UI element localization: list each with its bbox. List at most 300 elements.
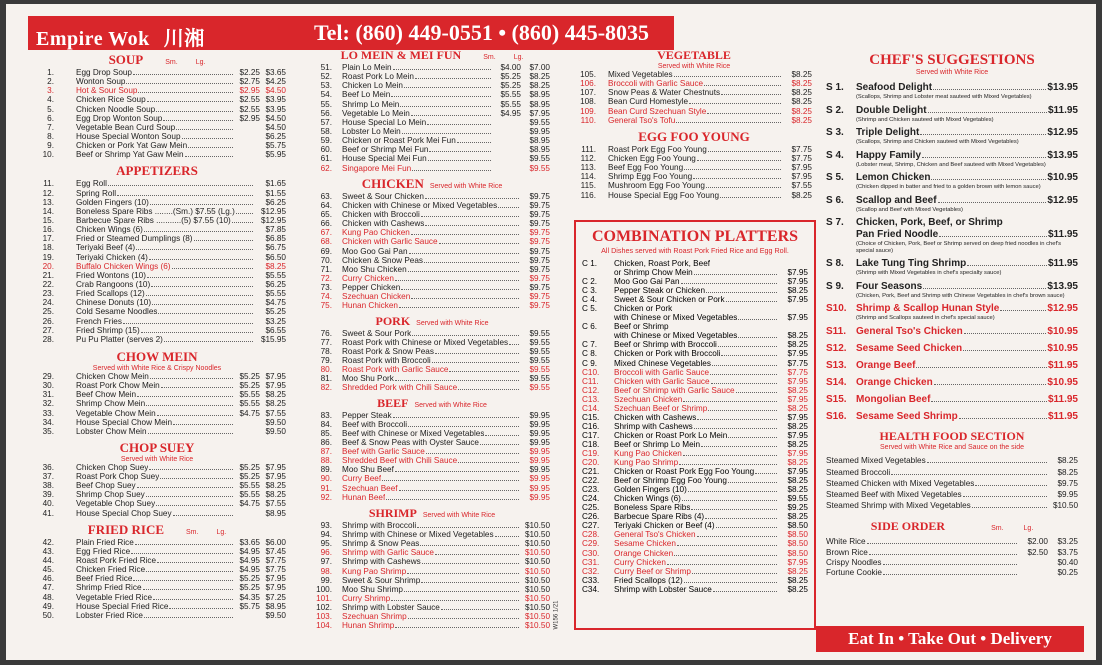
item-price: $9.75 xyxy=(529,283,550,293)
item-price-large: $3.95 xyxy=(265,104,286,114)
fried_rice-item xyxy=(28,556,286,565)
item-number: 46. xyxy=(42,574,54,584)
dot-leader xyxy=(964,333,1047,334)
item-name: Curry Chicken xyxy=(342,273,394,283)
item-price-small: $5.25 xyxy=(239,381,260,391)
item-price: $11.95 xyxy=(1047,359,1078,371)
item-name: Curry Beef or Shrimp xyxy=(614,566,691,576)
egg_foo_young-item xyxy=(576,172,812,181)
item-price-small: $2.00 xyxy=(1027,537,1048,547)
item-name: Crispy Noodles xyxy=(826,557,882,567)
dot-leader xyxy=(123,323,253,324)
item-price: $8.25 xyxy=(791,88,812,98)
item-price: $11.95 xyxy=(1047,394,1078,406)
vegetable-item xyxy=(576,70,812,79)
appetizers-item xyxy=(28,198,286,207)
dot-leader xyxy=(391,600,519,601)
item-number: 42. xyxy=(42,537,54,547)
item-price-small: $2.25 xyxy=(239,68,260,77)
chef-title: CHEF'S SUGGESTIONS xyxy=(869,52,1035,68)
dot-leader xyxy=(683,455,777,456)
item-name: Chicken, Roast Pork, Beef xyxy=(614,259,711,268)
item-number: C21. xyxy=(582,467,600,477)
item-number: 16. xyxy=(42,225,54,235)
dot-leader xyxy=(963,350,1046,351)
dot-leader xyxy=(153,599,233,600)
dot-leader xyxy=(721,94,781,95)
item-number: 95. xyxy=(320,539,332,549)
item-name: Mixed Chinese Vegetables xyxy=(614,358,711,368)
chicken-item xyxy=(314,237,550,246)
chef-item-line xyxy=(826,105,1078,117)
chicken-item xyxy=(314,292,550,301)
dot-leader xyxy=(425,198,519,199)
item-number: S 5. xyxy=(826,172,844,183)
item-name: Bean Curd Szechuan Style xyxy=(608,106,707,116)
item-name: Shredded Pork with Chili Sauce xyxy=(342,383,458,393)
dot-leader xyxy=(176,129,233,130)
combination-item xyxy=(576,549,808,558)
item-name: Chicken Wings (6) xyxy=(76,225,143,235)
soup-item xyxy=(28,123,286,132)
dot-leader xyxy=(706,187,781,188)
item-price-large: $7.55 xyxy=(265,499,286,509)
chef-item-line xyxy=(826,229,1078,241)
combination-item xyxy=(576,567,808,576)
item-name: Lobster Fried Rice xyxy=(76,610,143,620)
item-number: C19. xyxy=(582,448,600,458)
item-number: 53. xyxy=(320,81,332,91)
combination-item xyxy=(576,404,808,413)
item-price: $1.65 xyxy=(265,179,286,189)
appetizers-title-row xyxy=(28,163,286,179)
dot-leader xyxy=(432,362,519,363)
item-name: Hot & Sour Soup xyxy=(76,86,138,96)
item-price: $10.50 xyxy=(524,621,550,631)
fried_rice-sm-label: Sm. xyxy=(186,528,199,536)
item-number: C23. xyxy=(582,485,600,495)
vegetable-subtitle: Served with White Rice xyxy=(657,63,731,70)
item-price-large: $7.75 xyxy=(265,556,286,566)
item-number: 19. xyxy=(42,252,54,262)
item-price: $10.50 xyxy=(524,575,550,585)
item-price: $8.25 xyxy=(787,584,808,594)
item-price: $9.95 xyxy=(529,437,550,447)
side-item xyxy=(826,568,1078,578)
chop_suey-item xyxy=(28,490,286,499)
appetizers-item xyxy=(28,225,286,234)
item-number: 20. xyxy=(42,261,54,271)
egg_foo_young-item xyxy=(576,145,812,154)
item-price: $7.95 xyxy=(791,172,812,182)
item-number: 113. xyxy=(580,163,596,173)
item-number: C25. xyxy=(582,503,600,513)
beef-item xyxy=(314,484,550,493)
item-price-large: $8.95 xyxy=(265,601,286,611)
dot-leader xyxy=(923,288,1046,289)
item-number: 11. xyxy=(43,179,54,189)
item-name: Beef with Chinese or Mixed Vegetables xyxy=(342,428,485,438)
item-price: $7.95 xyxy=(787,349,808,359)
lo_mein-title: LO MEIN & MEI FUN xyxy=(340,48,462,62)
item-number: 48. xyxy=(42,592,54,602)
chef-item xyxy=(826,360,1078,372)
item-name: Szechuan Chicken xyxy=(342,292,411,302)
dot-leader xyxy=(692,573,777,574)
dot-leader xyxy=(439,243,519,244)
chow_mein-item xyxy=(28,418,286,427)
dot-leader xyxy=(412,335,519,336)
lo_mein-title-row xyxy=(314,48,550,63)
health-item xyxy=(826,489,1078,500)
item-number: 39. xyxy=(42,490,54,500)
item-name: Shrimp Chow Mein xyxy=(76,399,146,409)
item-number: 74. xyxy=(320,292,332,302)
item-price: $10.50 xyxy=(1052,501,1078,511)
dot-leader xyxy=(883,574,1017,575)
item-name: Kung Pao Chicken xyxy=(342,228,410,238)
item-name: Hunan Beef xyxy=(342,492,386,502)
item-name: Hunan Chicken xyxy=(342,301,398,311)
item-price: $8.25 xyxy=(791,190,812,200)
item-name: Teriyaki Chicken (4) xyxy=(76,252,148,262)
appetizers-item xyxy=(28,216,286,225)
phone-numbers: Tel: (860) 449-0551 • (860) 445-8035 xyxy=(314,20,650,45)
item-number: 63. xyxy=(320,191,332,201)
item-name: General Tso's Chicken xyxy=(614,530,696,540)
dot-leader xyxy=(441,609,519,610)
shrimp-title-row xyxy=(314,506,550,521)
dot-leader xyxy=(939,236,1047,237)
chef-item xyxy=(826,326,1078,338)
item-number: 40. xyxy=(42,499,54,509)
item-number: 27. xyxy=(42,325,54,335)
dot-leader xyxy=(426,453,519,454)
item-number: 25. xyxy=(42,307,54,317)
health-title: HEALTH FOOD SECTION xyxy=(879,429,1025,444)
item-name: Roast Pork & Snow Peas xyxy=(342,346,434,356)
lo_mein-item xyxy=(314,164,550,173)
combination-item xyxy=(576,268,808,277)
item-price-large: $8.95 xyxy=(265,508,286,518)
egg_foo_young-item xyxy=(576,181,812,190)
chow_mein-subtitle: Served with White Rice & Crispy Noodles xyxy=(92,364,222,372)
dot-leader xyxy=(495,536,519,537)
item-number: 14. xyxy=(42,206,54,216)
vegetable-title-row xyxy=(576,48,812,63)
vegetable-item xyxy=(576,88,812,97)
dot-leader xyxy=(883,564,1017,565)
item-price: $7.85 xyxy=(265,225,286,235)
item-name: Lobster Chow Mein xyxy=(76,426,147,436)
dot-leader xyxy=(420,545,519,546)
side-item xyxy=(826,558,1078,568)
item-description: (Shrimp with Mixed Vegetables in chef's specialty sauce) xyxy=(856,270,1002,276)
item-name: General Tso's Chicken xyxy=(856,325,963,337)
chicken-title: CHICKEN xyxy=(361,175,424,191)
fried_rice-item xyxy=(28,565,286,574)
item-number: S 2. xyxy=(826,104,844,116)
soup-title-row xyxy=(28,52,286,68)
dot-leader xyxy=(959,418,1047,419)
dot-leader xyxy=(704,85,781,86)
item-price: $12.95 xyxy=(1047,194,1078,206)
item-name: Chicken with Garlic Sauce xyxy=(614,376,710,386)
chef-item xyxy=(826,105,1078,124)
item-name: Vegetable Bean Curd Soup xyxy=(76,122,176,132)
pork-subtitle: Served with White Rice xyxy=(416,319,489,327)
dot-leader xyxy=(417,527,519,528)
item-price: $7.95 xyxy=(787,295,808,305)
item-number: 83. xyxy=(320,410,332,420)
item-name: Fortune Cookie xyxy=(826,567,882,577)
item-name: House Special Chow Mein xyxy=(76,417,173,427)
item-price-small: $4.95 xyxy=(239,565,260,575)
item-name: Curry Beef xyxy=(342,474,382,484)
item-price: $7.95 xyxy=(787,394,808,404)
item-price-large: $7.95 xyxy=(265,574,286,584)
item-price-large: $0.25 xyxy=(1057,567,1078,577)
dot-leader xyxy=(480,444,519,445)
chicken-item xyxy=(314,274,550,283)
item-price-large: $7.00 xyxy=(529,63,550,72)
item-price: $8.50 xyxy=(787,521,808,531)
chop_suey-title: CHOP SUEY xyxy=(119,439,195,455)
item-number: C 7. xyxy=(582,340,598,350)
item-price: $12.95 xyxy=(1047,303,1078,314)
item-name: Shrimp with Cashews xyxy=(614,421,693,431)
item-price-large: $7.45 xyxy=(265,546,286,556)
vegetable-item xyxy=(576,97,812,106)
item-price-small: $5.55 xyxy=(500,99,521,109)
item-name: Szechuan Beef xyxy=(342,483,398,493)
item-name: Shrimp with Chinese or Mixed Vegetables xyxy=(342,530,494,540)
item-price: $3.25 xyxy=(265,316,286,326)
fried_rice-item xyxy=(28,611,286,620)
item-price-large: $9.55 xyxy=(529,163,550,173)
dot-leader xyxy=(705,518,777,519)
chef-item xyxy=(826,258,1078,277)
item-price: $9.95 xyxy=(1057,490,1078,499)
chow_mein-item xyxy=(28,409,286,418)
item-name: House Special Fried Rice xyxy=(76,601,169,611)
shrimp-title: SHRIMP xyxy=(368,505,417,520)
item-name: Golden Fingers (10) xyxy=(76,197,149,207)
item-price-large: $9.50 xyxy=(265,426,286,436)
item-number: 47. xyxy=(42,583,54,593)
item-price-large: $4.50 xyxy=(265,86,286,96)
item-name: Pepper Chicken xyxy=(342,283,401,293)
item-price: $9.55 xyxy=(529,328,550,338)
item-price: $7.75 xyxy=(787,358,808,368)
item-name: Chicken Lo Mein xyxy=(342,81,403,91)
item-number: 21. xyxy=(42,270,54,280)
combination-item xyxy=(576,313,808,322)
item-name: Chicken Fried Rice xyxy=(76,565,146,575)
item-price: $10.50 xyxy=(524,603,550,613)
health-item xyxy=(826,455,1078,466)
dot-leader xyxy=(708,151,781,152)
dot-leader xyxy=(694,428,777,429)
item-name: Moo Goo Gai Pan xyxy=(342,246,408,256)
item-name: Mushroom Egg Foo Young xyxy=(608,181,705,191)
item-number: C32. xyxy=(582,566,600,576)
item-price-large: $5.75 xyxy=(265,141,286,151)
chow_mein-item xyxy=(28,427,286,436)
item-price: $12.95 xyxy=(1047,127,1078,138)
column-4 xyxy=(826,52,1078,578)
health-subtitle: Served with White Rice and Sauce on the side xyxy=(880,444,1024,452)
appetizers-item xyxy=(28,179,286,188)
item-price: $8.25 xyxy=(1057,467,1078,477)
item-name: House Special Mei Fun xyxy=(342,154,427,164)
item-number: 69. xyxy=(320,246,332,256)
item-price: $6.85 xyxy=(265,234,286,244)
item-price: $7.75 xyxy=(791,144,812,154)
item-number: 22. xyxy=(42,279,54,289)
dot-leader xyxy=(688,491,777,492)
chef-item xyxy=(826,127,1078,146)
item-name: Beef & Snow Peas with Oyster Sauce xyxy=(342,437,479,447)
item-number: 70. xyxy=(320,255,332,265)
item-number: C29. xyxy=(582,539,600,549)
item-name: Chicken with Chinese or Mixed Vegetables xyxy=(342,200,498,210)
item-price: $8.25 xyxy=(787,340,808,350)
item-price: $6.25 xyxy=(265,279,286,289)
item-number: 114. xyxy=(580,172,596,182)
chef-item xyxy=(826,377,1078,389)
item-name: Fried Wontons (10) xyxy=(76,270,146,280)
item-number: 100. xyxy=(316,584,332,594)
item-price-large: $8.25 xyxy=(529,72,550,82)
item-number: 43. xyxy=(42,546,54,556)
item-number: 67. xyxy=(320,228,332,238)
shrimp-item xyxy=(314,594,550,603)
dot-leader xyxy=(718,346,777,347)
item-price: $9.95 xyxy=(529,456,550,466)
chef-item-line xyxy=(826,195,1078,207)
shrimp-subtitle: Served with White Rice xyxy=(422,511,496,519)
item-price-large: $3.65 xyxy=(265,68,286,77)
dot-leader xyxy=(137,487,233,488)
item-name: Chicken Wings (6) xyxy=(614,494,681,504)
dot-leader xyxy=(126,83,233,84)
item-number: 34. xyxy=(42,417,54,427)
dot-leader xyxy=(424,262,519,263)
item-name: Moo Shu Pork xyxy=(342,374,394,384)
item-name: Beef Lo Mein xyxy=(342,90,391,100)
item-price: $6.55 xyxy=(265,325,286,335)
item-number: 12. xyxy=(42,188,54,198)
dot-leader xyxy=(916,367,1046,368)
item-name: Shrimp Egg Foo Young xyxy=(608,172,693,182)
combination-item xyxy=(576,322,808,331)
dot-leader xyxy=(382,480,519,481)
item-price: $9.95 xyxy=(529,492,550,502)
item-name: Steamed Chicken with Mixed Vegetables xyxy=(826,478,975,488)
dot-leader xyxy=(963,496,1047,497)
health-item xyxy=(826,500,1078,511)
item-number: 110. xyxy=(580,115,596,125)
pork-item xyxy=(314,356,550,365)
item-price-large: $4.50 xyxy=(265,113,286,123)
dot-leader xyxy=(738,319,777,320)
item-number: 109. xyxy=(580,106,596,116)
item-price: $10.50 xyxy=(524,584,550,594)
item-price: $8.50 xyxy=(787,548,808,558)
dot-leader xyxy=(236,213,253,214)
dot-leader xyxy=(693,178,781,179)
dot-leader xyxy=(429,151,491,152)
item-name: Shrimp with Lobster Sauce xyxy=(342,603,440,613)
dot-leader xyxy=(676,122,781,123)
chop_suey-item xyxy=(28,472,286,481)
item-name: Roast Pork with Garlic Sauce xyxy=(342,365,449,375)
item-description: (Scallops, Shrimp and Lobster meat sauteed with Mixed Vegetables) xyxy=(856,94,1032,100)
soup-item xyxy=(28,77,286,86)
dot-leader xyxy=(149,469,233,470)
item-description: (Lobster meat, Shrimp, Chicken and Beef sauteed with Mixed Vegetables) xyxy=(856,161,1046,168)
item-price-small: $5.25 xyxy=(239,583,260,593)
dot-leader xyxy=(716,527,777,528)
soup-item xyxy=(28,95,286,104)
item-number: 84. xyxy=(320,419,332,429)
dot-leader xyxy=(133,74,233,75)
item-price-small: $5.25 xyxy=(239,371,260,381)
egg_foo_young-title-row xyxy=(576,129,812,145)
item-price-large: $4.25 xyxy=(265,77,286,87)
menu-page xyxy=(6,4,1096,660)
chef-item-line xyxy=(826,281,1078,293)
appetizers-item xyxy=(28,207,286,216)
item-name: House Special Chop Suey xyxy=(76,508,172,518)
item-name: Sweet & Sour Chicken xyxy=(342,191,424,201)
item-number: 65. xyxy=(320,209,332,219)
item-number: C18. xyxy=(582,439,600,449)
item-price: $15.95 xyxy=(260,334,286,344)
item-number: 79. xyxy=(320,355,332,365)
dot-leader xyxy=(683,401,777,402)
pork-item xyxy=(314,374,550,383)
item-name: Boneless Spare Ribs ........(Sm.) $7.55 (Lg.) xyxy=(76,206,235,216)
dot-leader xyxy=(920,134,1046,135)
chop_suey-title-row xyxy=(28,440,286,456)
item-number: C 9. xyxy=(582,358,598,368)
item-number: 93. xyxy=(320,520,332,530)
item-name: Chicken or Roast Pork Egg Foo Young xyxy=(614,467,755,477)
item-name: Beef or Shrimp with Broccoli xyxy=(614,340,717,350)
item-name: Steamed Mixed Vegetables xyxy=(826,456,926,466)
dot-leader xyxy=(133,580,233,581)
item-name: Crab Rangoons (10) xyxy=(76,279,151,289)
combination-item xyxy=(576,395,808,404)
item-number: 6. xyxy=(47,113,54,123)
item-name: Chicken, Pork, Beef, or Shrimp xyxy=(856,217,1003,228)
item-price-small: $2.55 xyxy=(239,104,260,114)
item-price: $8.25 xyxy=(787,512,808,522)
item-number: S16. xyxy=(826,411,847,423)
dot-leader xyxy=(146,405,233,406)
item-price-small: $4.75 xyxy=(239,499,260,509)
column-3 xyxy=(576,48,812,200)
chef-subtitle: Served with White Rice xyxy=(915,69,989,76)
shrimp-item xyxy=(314,603,550,612)
dot-leader xyxy=(684,582,777,583)
column-1 xyxy=(28,52,286,620)
item-price: $13.95 xyxy=(1047,82,1078,93)
item-number: 108. xyxy=(580,97,596,107)
item-number: C 5. xyxy=(582,304,598,314)
